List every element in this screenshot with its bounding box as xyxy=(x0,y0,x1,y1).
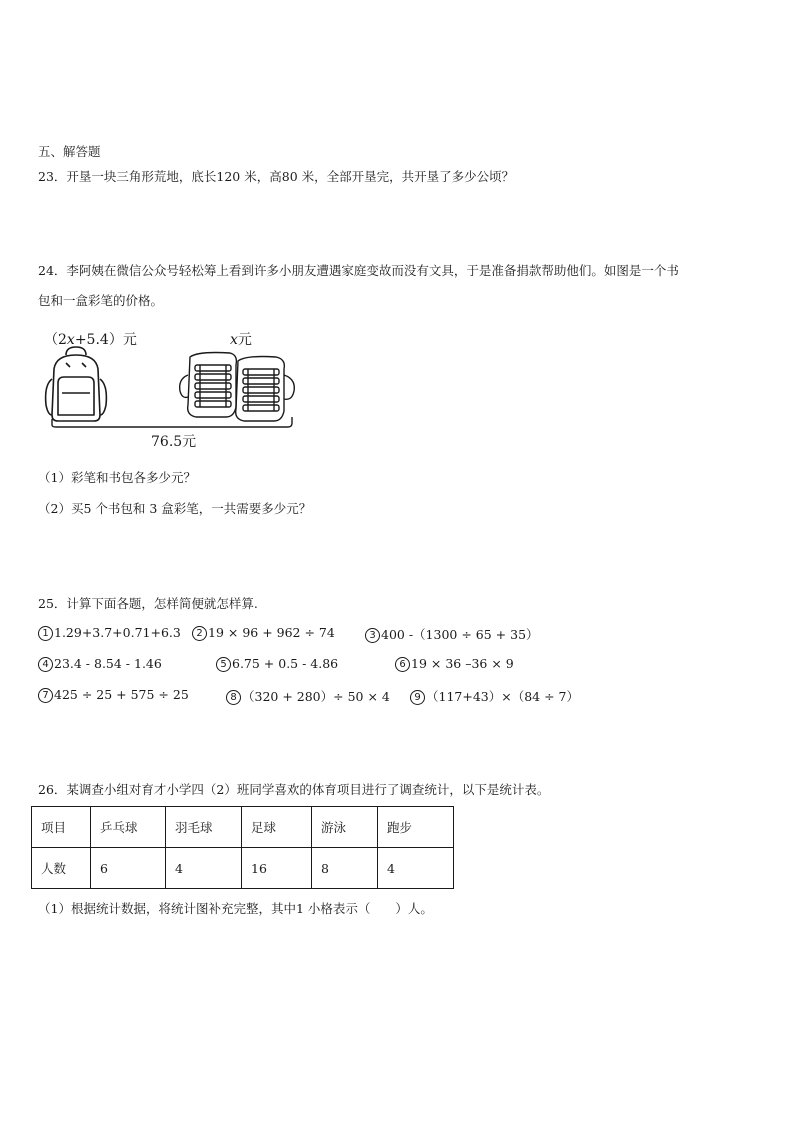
calc-item xyxy=(38,656,162,672)
question-24-line2: 包和一盒彩笔的价格。 xyxy=(38,293,164,308)
calc-expression: 23.4 - 8.54 - 1.46 xyxy=(54,656,162,671)
calc-item xyxy=(216,656,338,672)
circle-number: 1 xyxy=(38,626,53,641)
total-brace xyxy=(52,417,292,427)
table-cell: 跑步 xyxy=(378,807,454,848)
backpack-price-post: +5.4）元 xyxy=(74,332,137,348)
circle-number: 3 xyxy=(365,628,380,643)
question-25-title: 25．计算下面各题，怎样简便就怎样算. xyxy=(38,596,258,611)
table-cell: 16 xyxy=(242,848,312,889)
calc-expression: 1.29+3.7+0.71+6.3 xyxy=(54,625,181,640)
table-cell: 6 xyxy=(91,848,166,889)
calc-expression: 19 × 96 + 962 ÷ 74 xyxy=(208,625,335,640)
table-cell: 4 xyxy=(378,848,454,889)
table-cell: 乒乓球 xyxy=(91,807,166,848)
question-23: 23．开垦一块三角形荒地，底长120 米，高80 米，全部开垦完，共开垦了多少公顷？ xyxy=(38,169,515,184)
calc-expression: 19 × 36 –36 × 9 xyxy=(411,656,514,671)
circle-number: 8 xyxy=(226,690,241,705)
calc-expression: （320 + 280）÷ 50 × 4 xyxy=(242,689,390,704)
table-row xyxy=(32,848,454,889)
backpack-price-pre: （2 xyxy=(44,332,67,348)
calc-expression: 400 -（1300 ÷ 65 + 35） xyxy=(381,627,539,642)
calc-item xyxy=(395,656,514,672)
question-24-sub2: （2）买5 个书包和 3 盒彩笔，一共需要多少元？ xyxy=(38,501,312,516)
illustration-drawing xyxy=(40,345,310,435)
backpack-price-var: x xyxy=(66,332,75,348)
calc-item xyxy=(410,687,579,705)
pens-price-unit: 元 xyxy=(237,332,252,348)
calc-item xyxy=(192,625,335,641)
backpack-icon xyxy=(46,347,107,421)
calc-item xyxy=(38,687,189,703)
circle-number: 2 xyxy=(192,626,207,641)
table-cell: 人数 xyxy=(32,848,91,889)
calc-item xyxy=(365,625,539,643)
calc-expression: （117+43）×（84 ÷ 7） xyxy=(426,689,579,704)
circle-number: 4 xyxy=(38,657,53,672)
circle-number: 6 xyxy=(395,657,410,672)
table-cell: 4 xyxy=(166,848,242,889)
circle-number: 7 xyxy=(38,688,53,703)
circle-number: 9 xyxy=(410,690,425,705)
question-26-title: 26．某调查小组对育才小学四（2）班同学喜欢的体育项目进行了调查统计，以下是统计表。 xyxy=(38,782,550,797)
table-cell: 足球 xyxy=(242,807,312,848)
statistics-table xyxy=(31,806,454,889)
circle-number: 5 xyxy=(216,657,231,672)
table-row xyxy=(32,807,454,848)
pen-box-icon xyxy=(236,357,295,422)
table-cell: 8 xyxy=(312,848,378,889)
pen-box-icon xyxy=(180,353,237,418)
calc-expression: 425 ÷ 25 + 575 ÷ 25 xyxy=(54,687,189,702)
question-26-sub1: （1）根据统计数据，将统计图补充完整，其中1 小格表示（ ）人。 xyxy=(38,901,433,916)
table-cell: 羽毛球 xyxy=(166,807,242,848)
pens-price-var: x xyxy=(230,332,238,348)
calc-item xyxy=(38,625,181,641)
question-24-line1: 24．李阿姨在微信公众号轻松筹上看到许多小朋友遭遇家庭变故而没有文具，于是准备捐款帮助他们。如图是一个书 xyxy=(38,263,679,278)
table-cell: 项目 xyxy=(32,807,91,848)
table-cell: 游泳 xyxy=(312,807,378,848)
total-price-label: 76.5元 xyxy=(151,434,197,450)
question-24-sub1: （1）彩笔和书包各多少元？ xyxy=(38,470,196,485)
section-title: 五、解答题 xyxy=(38,144,101,159)
calc-item xyxy=(226,687,390,705)
calc-expression: 6.75 + 0.5 - 4.86 xyxy=(232,656,339,671)
